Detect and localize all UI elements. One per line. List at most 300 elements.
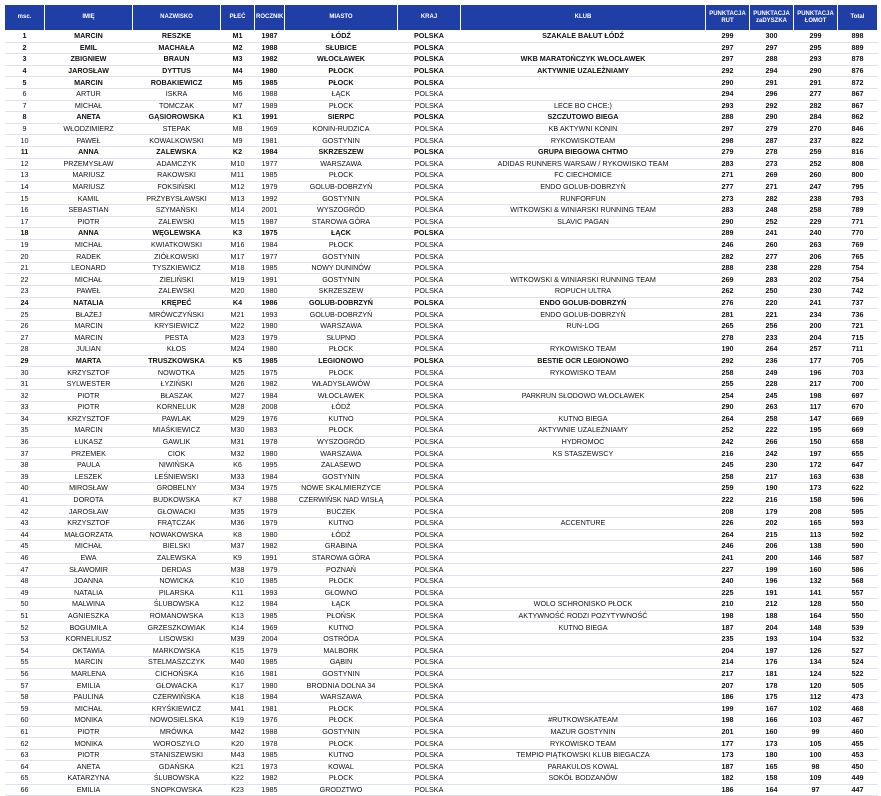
score-rut-cell: 288 [706, 112, 750, 124]
city-cell: WARSZAWA [285, 691, 398, 703]
place-cell: 52 [5, 622, 45, 634]
category-cell: M14 [221, 204, 255, 216]
country-cell: POLSKA [398, 251, 461, 263]
club-cell: #RUTKOWSKATEAM [461, 715, 706, 727]
birth-year-cell: 1992 [255, 193, 285, 205]
table-row [5, 170, 878, 182]
country-cell: POLSKA [398, 691, 461, 703]
score-zadyszka-cell: 204 [750, 622, 794, 634]
last-name-cell: NIWIŃSKA [133, 459, 221, 471]
score-rut-cell: 258 [706, 367, 750, 379]
total-cell: 789 [838, 204, 878, 216]
country-cell: POLSKA [398, 703, 461, 715]
city-cell: ŁĄCK [285, 228, 398, 240]
club-cell: SLAVIC PAGAN [461, 216, 706, 228]
place-cell: 62 [5, 738, 45, 750]
last-name-cell: NOWOSIELSKA [133, 715, 221, 727]
club-cell [461, 587, 706, 599]
category-cell: K20 [221, 738, 255, 750]
category-cell: M43 [221, 749, 255, 761]
country-cell: POLSKA [398, 344, 461, 356]
category-cell: K18 [221, 691, 255, 703]
category-cell: M6 [221, 88, 255, 100]
place-cell: 8 [5, 112, 45, 124]
birth-year-cell: 1982 [255, 541, 285, 553]
city-cell: WŁOCŁAWEK [285, 390, 398, 402]
score-rut-cell: 297 [706, 54, 750, 66]
score-rut-cell: 271 [706, 170, 750, 182]
table-row [5, 575, 878, 587]
country-cell: POLSKA [398, 726, 461, 738]
last-name-cell: BUDKOWSKA [133, 494, 221, 506]
country-cell: POLSKA [398, 286, 461, 298]
score-lomot-cell: 208 [794, 506, 838, 518]
total-cell: 568 [838, 575, 878, 587]
birth-year-cell: 1980 [255, 448, 285, 460]
city-cell: GOSTYNIN [285, 193, 398, 205]
total-cell: 647 [838, 459, 878, 471]
place-cell: 23 [5, 286, 45, 298]
score-rut-cell: 198 [706, 715, 750, 727]
first-name-cell: DOROTA [45, 494, 133, 506]
category-cell: K1 [221, 112, 255, 124]
score-lomot-cell: 112 [794, 691, 838, 703]
club-cell [461, 680, 706, 692]
total-cell: 595 [838, 506, 878, 518]
last-name-cell: GROBELNY [133, 483, 221, 495]
club-cell: SOKÓŁ BODZANÓW [461, 773, 706, 785]
place-cell: 60 [5, 715, 45, 727]
table-row [5, 332, 878, 344]
club-cell: AKTYWNIE UZALEŻNIAMY [461, 425, 706, 437]
place-cell: 25 [5, 309, 45, 321]
city-cell: KUTNO [285, 749, 398, 761]
place-cell: 61 [5, 726, 45, 738]
score-zadyszka-cell: 290 [750, 112, 794, 124]
col-header-score-zadyszka: PUNKTACJA zaDYSZKA [750, 5, 794, 31]
birth-year-cell: 1981 [255, 135, 285, 147]
birth-year-cell: 1985 [255, 355, 285, 367]
birth-year-cell: 2004 [255, 633, 285, 645]
last-name-cell: BRAUN [133, 54, 221, 66]
score-zadyszka-cell: 167 [750, 703, 794, 715]
score-rut-cell: 290 [706, 77, 750, 89]
place-cell: 19 [5, 239, 45, 251]
place-cell: 33 [5, 402, 45, 414]
score-lomot-cell: 100 [794, 749, 838, 761]
city-cell: GOLUB-DOBRZYŃ [285, 309, 398, 321]
score-lomot-cell: 228 [794, 262, 838, 274]
score-lomot-cell: 164 [794, 610, 838, 622]
total-cell: 622 [838, 483, 878, 495]
place-cell: 58 [5, 691, 45, 703]
score-rut-cell: 255 [706, 378, 750, 390]
category-cell: M41 [221, 703, 255, 715]
category-cell: M32 [221, 448, 255, 460]
score-rut-cell: 297 [706, 123, 750, 135]
score-rut-cell: 281 [706, 309, 750, 321]
score-zadyszka-cell: 238 [750, 262, 794, 274]
score-zadyszka-cell: 287 [750, 135, 794, 147]
total-cell: 592 [838, 529, 878, 541]
birth-year-cell: 1985 [255, 575, 285, 587]
score-zadyszka-cell: 181 [750, 668, 794, 680]
country-cell: POLSKA [398, 31, 461, 43]
score-zadyszka-cell: 196 [750, 575, 794, 587]
category-cell: K11 [221, 587, 255, 599]
place-cell: 16 [5, 204, 45, 216]
country-cell: POLSKA [398, 645, 461, 657]
score-lomot-cell: 124 [794, 668, 838, 680]
category-cell: K10 [221, 575, 255, 587]
last-name-cell: PESTA [133, 332, 221, 344]
category-cell: M3 [221, 54, 255, 66]
place-cell: 21 [5, 262, 45, 274]
table-row [5, 54, 878, 66]
club-cell: ENDO GOLUB-DOBRZYŃ [461, 309, 706, 321]
city-cell: WYSZOGRÓD [285, 204, 398, 216]
table-row [5, 31, 878, 43]
club-cell [461, 228, 706, 240]
city-cell: GOSTYNIN [285, 251, 398, 263]
club-cell: RYKOWISKO TEAM [461, 344, 706, 356]
place-cell: 38 [5, 459, 45, 471]
first-name-cell: AGNIESZKA [45, 610, 133, 622]
score-zadyszka-cell: 236 [750, 355, 794, 367]
total-cell: 697 [838, 390, 878, 402]
place-cell: 35 [5, 425, 45, 437]
total-cell: 550 [838, 599, 878, 611]
first-name-cell: PRZEMEK [45, 448, 133, 460]
club-cell [461, 332, 706, 344]
score-lomot-cell: 291 [794, 77, 838, 89]
score-zadyszka-cell: 264 [750, 344, 794, 356]
score-lomot-cell: 217 [794, 378, 838, 390]
table-row [5, 228, 878, 240]
place-cell: 57 [5, 680, 45, 692]
last-name-cell: ŚLUBOWSKA [133, 599, 221, 611]
total-cell: 669 [838, 425, 878, 437]
total-cell: 800 [838, 170, 878, 182]
table-row [5, 378, 878, 390]
last-name-cell: MIAŚKIEWICZ [133, 425, 221, 437]
total-cell: 742 [838, 286, 878, 298]
total-cell: 550 [838, 610, 878, 622]
club-cell [461, 691, 706, 703]
score-rut-cell: 226 [706, 517, 750, 529]
place-cell: 43 [5, 517, 45, 529]
score-rut-cell: 245 [706, 459, 750, 471]
score-rut-cell: 201 [706, 726, 750, 738]
score-zadyszka-cell: 283 [750, 274, 794, 286]
score-zadyszka-cell: 252 [750, 216, 794, 228]
country-cell: POLSKA [398, 517, 461, 529]
category-cell: M23 [221, 332, 255, 344]
total-cell: 655 [838, 448, 878, 460]
birth-year-cell: 1979 [255, 506, 285, 518]
place-cell: 49 [5, 587, 45, 599]
birth-year-cell: 1978 [255, 436, 285, 448]
col-header-year: ROCZNIK [255, 5, 285, 31]
score-zadyszka-cell: 178 [750, 680, 794, 692]
score-zadyszka-cell: 277 [750, 251, 794, 263]
col-header-total: Total [838, 5, 878, 31]
place-cell: 27 [5, 332, 45, 344]
score-lomot-cell: 252 [794, 158, 838, 170]
last-name-cell: ADAMCZYK [133, 158, 221, 170]
score-zadyszka-cell: 200 [750, 552, 794, 564]
category-cell: K16 [221, 668, 255, 680]
score-lomot-cell: 148 [794, 622, 838, 634]
category-cell: M11 [221, 170, 255, 182]
category-cell: M8 [221, 123, 255, 135]
city-cell: PŁOCK [285, 65, 398, 77]
table-row [5, 77, 878, 89]
first-name-cell: MICHAŁ [45, 274, 133, 286]
category-cell: M4 [221, 65, 255, 77]
birth-year-cell: 1979 [255, 564, 285, 576]
score-rut-cell: 246 [706, 239, 750, 251]
table-row [5, 193, 878, 205]
score-rut-cell: 264 [706, 413, 750, 425]
place-cell: 3 [5, 54, 45, 66]
city-cell: PŁOŃSK [285, 610, 398, 622]
last-name-cell: KŁOS [133, 344, 221, 356]
score-lomot-cell: 141 [794, 587, 838, 599]
total-cell: 455 [838, 738, 878, 750]
country-cell: POLSKA [398, 216, 461, 228]
category-cell: M7 [221, 100, 255, 112]
table-row [5, 355, 878, 367]
total-cell: 557 [838, 587, 878, 599]
city-cell: WARSZAWA [285, 320, 398, 332]
first-name-cell: ARTUR [45, 88, 133, 100]
category-cell: M9 [221, 135, 255, 147]
country-cell: POLSKA [398, 146, 461, 158]
score-zadyszka-cell: 179 [750, 506, 794, 518]
place-cell: 53 [5, 633, 45, 645]
club-cell: RYKOWISKO TEAM [461, 367, 706, 379]
last-name-cell: PRZYBYSŁAWSKI [133, 193, 221, 205]
club-cell [461, 42, 706, 54]
country-cell: POLSKA [398, 77, 461, 89]
country-cell: POLSKA [398, 262, 461, 274]
category-cell: M30 [221, 425, 255, 437]
country-cell: POLSKA [398, 599, 461, 611]
first-name-cell: JAROSŁAW [45, 65, 133, 77]
total-cell: 453 [838, 749, 878, 761]
score-lomot-cell: 160 [794, 564, 838, 576]
first-name-cell: KATARZYNA [45, 773, 133, 785]
country-cell: POLSKA [398, 355, 461, 367]
last-name-cell: STELMASZCZYK [133, 657, 221, 669]
total-cell: 658 [838, 436, 878, 448]
first-name-cell: MARCIN [45, 332, 133, 344]
category-cell: M33 [221, 471, 255, 483]
club-cell [461, 402, 706, 414]
total-cell: 460 [838, 726, 878, 738]
score-zadyszka-cell: 250 [750, 286, 794, 298]
place-cell: 48 [5, 575, 45, 587]
country-cell: POLSKA [398, 158, 461, 170]
score-zadyszka-cell: 296 [750, 88, 794, 100]
last-name-cell: ŚLUBOWSKA [133, 773, 221, 785]
last-name-cell: KRYŚKIEWICZ [133, 703, 221, 715]
score-rut-cell: 290 [706, 402, 750, 414]
club-cell [461, 251, 706, 263]
first-name-cell: MICHAŁ [45, 541, 133, 553]
score-lomot-cell: 146 [794, 552, 838, 564]
total-cell: 670 [838, 402, 878, 414]
last-name-cell: ZALEWSKI [133, 286, 221, 298]
club-cell: RYKOWISKO TEAM [461, 738, 706, 750]
birth-year-cell: 1975 [255, 367, 285, 379]
score-lomot-cell: 196 [794, 367, 838, 379]
club-cell [461, 703, 706, 715]
total-cell: 705 [838, 355, 878, 367]
place-cell: 39 [5, 471, 45, 483]
category-cell: K21 [221, 761, 255, 773]
birth-year-cell: 1981 [255, 703, 285, 715]
city-cell: PŁOCK [285, 77, 398, 89]
last-name-cell: SZYMAŃSKI [133, 204, 221, 216]
birth-year-cell: 1977 [255, 251, 285, 263]
table-row [5, 761, 878, 773]
category-cell: M26 [221, 378, 255, 390]
score-zadyszka-cell: 300 [750, 31, 794, 43]
table-row [5, 390, 878, 402]
category-cell: M24 [221, 344, 255, 356]
last-name-cell: ZIELIŃSKI [133, 274, 221, 286]
score-lomot-cell: 102 [794, 703, 838, 715]
last-name-cell: TRUSZKOWSKA [133, 355, 221, 367]
category-cell: M5 [221, 77, 255, 89]
club-cell: SZCZUTOWO BIEGA [461, 112, 706, 124]
first-name-cell: ANETA [45, 112, 133, 124]
col-header-club: KLUB [461, 5, 706, 31]
category-cell: K4 [221, 297, 255, 309]
score-zadyszka-cell: 173 [750, 738, 794, 750]
country-cell: POLSKA [398, 610, 461, 622]
table-row [5, 181, 878, 193]
score-rut-cell: 173 [706, 749, 750, 761]
score-rut-cell: 283 [706, 204, 750, 216]
place-cell: 1 [5, 31, 45, 43]
total-cell: 867 [838, 100, 878, 112]
country-cell: POLSKA [398, 541, 461, 553]
last-name-cell: KORNELUK [133, 402, 221, 414]
birth-year-cell: 1980 [255, 680, 285, 692]
total-cell: 449 [838, 773, 878, 785]
city-cell: WYSZOGRÓD [285, 436, 398, 448]
score-lomot-cell: 172 [794, 459, 838, 471]
score-zadyszka-cell: 294 [750, 65, 794, 77]
score-lomot-cell: 295 [794, 42, 838, 54]
table-row [5, 564, 878, 576]
city-cell: NOWE SKALMIERZYCE [285, 483, 398, 495]
city-cell: GRABINA [285, 541, 398, 553]
city-cell: GOSTYNIN [285, 471, 398, 483]
club-cell: BESTIE OCR LEGIONOWO [461, 355, 706, 367]
table-row [5, 274, 878, 286]
place-cell: 2 [5, 42, 45, 54]
total-cell: 447 [838, 784, 878, 796]
birth-year-cell: 1985 [255, 262, 285, 274]
score-rut-cell: 254 [706, 390, 750, 402]
score-lomot-cell: 247 [794, 181, 838, 193]
last-name-cell: GĄSIOROWSKA [133, 112, 221, 124]
table-row [5, 100, 878, 112]
score-zadyszka-cell: 212 [750, 599, 794, 611]
table-row [5, 123, 878, 135]
city-cell: WŁADYSŁAWÓW [285, 378, 398, 390]
place-cell: 37 [5, 448, 45, 460]
birth-year-cell: 1991 [255, 552, 285, 564]
total-cell: 532 [838, 633, 878, 645]
score-lomot-cell: 198 [794, 390, 838, 402]
table-row [5, 251, 878, 263]
first-name-cell: MONIKA [45, 715, 133, 727]
score-zadyszka-cell: 258 [750, 413, 794, 425]
club-cell: ADIDAS RUNNERS WARSAW / RYKOWISKO TEAM [461, 158, 706, 170]
score-zadyszka-cell: 249 [750, 367, 794, 379]
category-cell: M25 [221, 367, 255, 379]
total-cell: 593 [838, 517, 878, 529]
place-cell: 29 [5, 355, 45, 367]
total-cell: 468 [838, 703, 878, 715]
birth-year-cell: 1984 [255, 146, 285, 158]
score-lomot-cell: 282 [794, 100, 838, 112]
total-cell: 898 [838, 31, 878, 43]
table-row [5, 587, 878, 599]
score-rut-cell: 297 [706, 42, 750, 54]
country-cell: POLSKA [398, 367, 461, 379]
total-cell: 522 [838, 668, 878, 680]
score-rut-cell: 290 [706, 216, 750, 228]
category-cell: K9 [221, 552, 255, 564]
score-zadyszka-cell: 279 [750, 123, 794, 135]
score-rut-cell: 207 [706, 680, 750, 692]
score-rut-cell: 217 [706, 668, 750, 680]
category-cell: M13 [221, 193, 255, 205]
country-cell: POLSKA [398, 239, 461, 251]
city-cell: SKRZESZEW [285, 146, 398, 158]
first-name-cell: RADEK [45, 251, 133, 263]
total-cell: 587 [838, 552, 878, 564]
place-cell: 65 [5, 773, 45, 785]
place-cell: 31 [5, 378, 45, 390]
table-row [5, 529, 878, 541]
score-zadyszka-cell: 166 [750, 715, 794, 727]
score-lomot-cell: 202 [794, 274, 838, 286]
country-cell: POLSKA [398, 332, 461, 344]
last-name-cell: ROMANOWSKA [133, 610, 221, 622]
score-zadyszka-cell: 269 [750, 170, 794, 182]
last-name-cell: KOWALKOWSKI [133, 135, 221, 147]
last-name-cell: WOROSZYŁO [133, 738, 221, 750]
last-name-cell: PILARSKA [133, 587, 221, 599]
score-rut-cell: 276 [706, 297, 750, 309]
total-cell: 524 [838, 657, 878, 669]
score-lomot-cell: 97 [794, 784, 838, 796]
table-row [5, 344, 878, 356]
first-name-cell: WŁODZIMIERZ [45, 123, 133, 135]
table-row [5, 413, 878, 425]
total-cell: 867 [838, 88, 878, 100]
score-zadyszka-cell: 175 [750, 691, 794, 703]
score-zadyszka-cell: 206 [750, 541, 794, 553]
score-rut-cell: 277 [706, 181, 750, 193]
